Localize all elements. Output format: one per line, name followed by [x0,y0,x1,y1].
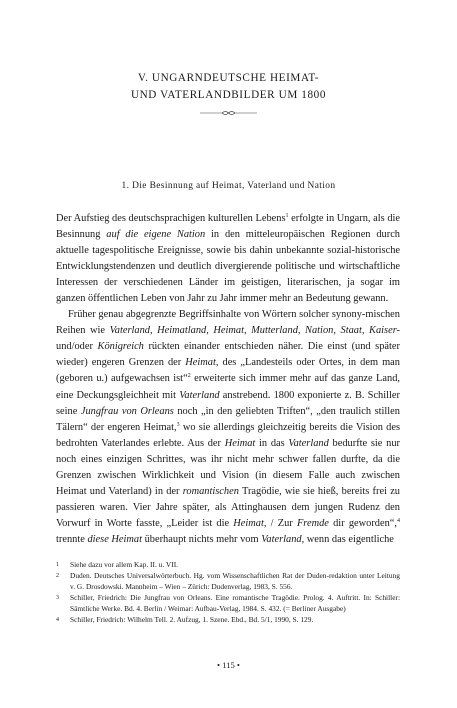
text-run: Der Aufstieg des deutschsprachigen kulturellen Lebens [56,213,286,224]
paragraph-1 [56,211,400,307]
italic-run: Fremde [296,517,329,529]
text-run: Tragödie, wie sie hieß, bereits frei zu passieren waren. Vier Jahre später, als Attinghausen dem jungen Rudenz den Vorwurf in Worte fasste, „Leider ist die [56,485,401,529]
footnote [56,571,400,593]
footnote-number: 4 [56,616,59,623]
italic-run: Vaterland [261,533,302,545]
text-run: , / Zur [263,517,297,529]
footnote-text: Duden. Deutsches Universalwörterbuch. Hg. vom Wissenschaftlichen Rat der Duden-redaktion unter Leitung v. G. Drosdowski. Mannheim – Wien – Zürich: Dudenverlag, 1983, S. 556. [70,570,400,591]
italic-run: romantischen [182,485,239,497]
text-run: erweiterte sich immer mehr auf das ganze Land, eine Deckungsgleichheit mit [56,373,400,401]
italic-run: diese Heimat [87,533,142,545]
text-run: Früher genau abgegrenzte Begriffsinhalte von Wörtern solcher synony-mischen Reihen wie [56,309,400,337]
footnote [56,593,400,615]
text-run: in den mitteleuropäischen Regionen durch aktuelle tagespolitische Ereignisse, sowie bis dahin unbekannte sozial-historische Entwicklungstendenzen und deutlich divergierende politische und wirtschaftliche Interessen der verschiedenen Länder im geistigen, literarischen, ja sogar im ganzen öffentlichen Leben von Jahr zu Jahr immer mehr an Bedeutung gewann. [56,229,400,305]
footnote-ref: 1 [285,213,289,219]
text-run: bedurfte sie nur noch eines einzigen Schrittes, was ihr nicht mehr schwer fallen durfte, da die Grenzen zwischen Wirklichkeit und Vision (in diesem Falle auch zwischen Heimat und Vaterland) in der [56,437,400,497]
text-run: wo sie allerdings gleichzeitig bereits die Vision des bedrohten Vaterlandes erlebte. Aus der [56,421,400,449]
body-text [56,211,400,548]
footnote [56,615,400,626]
footnote-ref: 2 [187,373,191,380]
text-run: trennte [56,533,88,545]
footnote-ref: 3 [176,421,180,428]
italic-run: Vaterland, Heimatland, Heimat, Mutterland, Nation, Staat, Kaiser- [109,325,400,337]
italic-run: Heimat [233,517,264,529]
text-run: in das [255,437,289,449]
italic-run: Heimat [185,357,216,369]
italic-run: Jungfrau von Orleans [80,405,174,417]
italic-run: Heimat [224,437,256,449]
footnote [56,560,400,571]
italic-run: Königreich [97,341,144,353]
chapter-title-line-2: UND VATERLANDBILDER UM 1800 [130,89,327,101]
italic-run: auf die eigene Nation [106,229,206,241]
text-run: dir geworden“, [328,517,397,529]
footnote-text: Schiller, Friedrich: Wilhelm Tell. 2. Aufzug, 1. Szene. Ebd., Bd. 5/1, 1990, S. 129. [70,614,314,624]
text-run: und/oder [56,341,98,353]
text-run: , wenn das eigentliche [301,533,394,545]
text-run: anstrebend. 1800 exponierte z. B. Schiller seine [56,389,400,417]
footnote-number: 3 [56,594,59,601]
text-run: noch „in den geliebten Triften“, „den traulich stillen Tälern“ der engeren Heimat, [56,405,400,433]
footnote-text: Schiller, Friedrich: Die Jungfrau von Orleans. Eine romantische Tragödie. Prolog. 4. Auftritt. In: Schiller: Sämtliche Werke. Bd. 4. Berlin / Weimar: Aufbau-Verlag, 1984. S. 432. (= Berliner Ausgabe) [70,592,400,613]
footnote-number: 2 [56,572,59,579]
text-run: , des „Landesteils oder Ortes, in dem man (geboren u.) aufgewachsen ist“ [56,357,400,385]
footnote-text: Siehe dazu vor allem Kap. II. u. VII. [70,560,179,569]
footnote-number: 1 [56,562,59,568]
ornament-divider-icon [200,109,257,117]
italic-run: Vaterland [288,437,329,449]
text-run: rückten einander entschieden näher. Die einst (und später wieder) engeren Grenzen der [56,341,400,369]
footnotes [56,560,400,625]
chapter-title [0,70,457,104]
section-heading: 1. Die Besinnung auf Heimat, Vaterland und Nation [121,181,336,191]
chapter-title-line-1: V. UNGARNDEUTSCHE HEIMAT- [137,72,320,84]
paragraph-2 [56,307,400,548]
footnote-ref: 4 [397,517,400,524]
page-number: • 115 • [217,660,240,670]
italic-run: Vaterland [179,389,220,401]
text-run: erfolgte in Ungarn, als die Besinnung [56,213,401,241]
text-run: überhaupt nichts mehr vom [142,533,262,545]
